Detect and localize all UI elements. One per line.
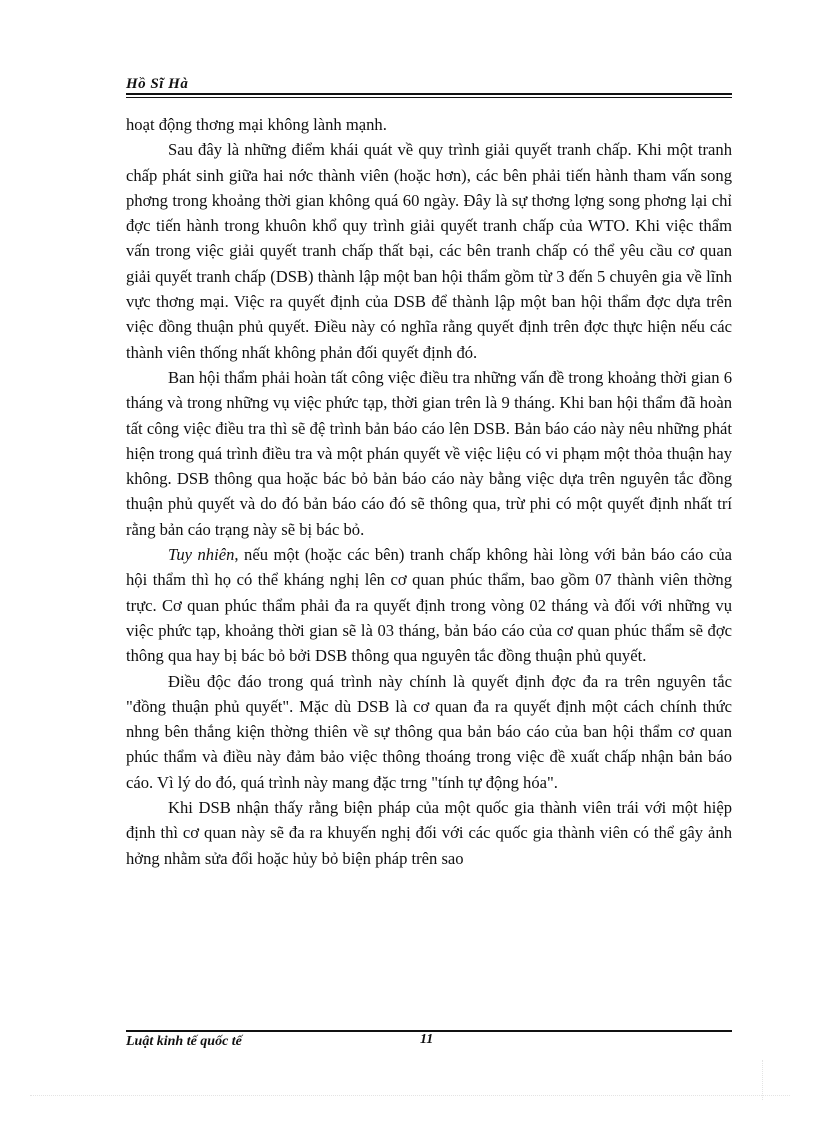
paragraph-5: Điều độc đáo trong quá trình này chính là quyết định đợc đa ra trên nguyên tắc "đồng thuận phủ quyết". Mặc dù DSB là cơ quan đa ra quyết định một cách chính thức nhng bên thắng kiện thờng thiên về sự thông qua bản báo cáo của ban hội thẩm cơ quan phúc thẩm và điều này đảm bảo việc thông thoáng trong việc đề xuất chấp nhận bản báo cáo. Vì lý do đó, quá trình này mang đặc trng "tính tự động hóa". xyxy=(126,671,732,792)
body-text xyxy=(126,112,732,871)
margin-guide-vertical xyxy=(762,1060,763,1100)
header-rule-thin xyxy=(126,97,732,98)
paragraph-4 xyxy=(126,542,732,668)
paragraph-3: Ban hội thẩm phải hoàn tất công việc điều tra những vấn đề trong khoảng thời gian 6 tháng và trong những vụ việc phức tạp, thời gian trên là 9 tháng. Khi ban hội thẩm đã hoàn tất công việc điều tra thì sẽ đệ trình bản báo cáo lên DSB. Bản báo cáo này nêu những phát hiện trong quá trình điều tra và một phán quyết về việc liệu có vi phạm một thỏa thuận hay không. DSB thông qua hoặc bác bỏ bản báo cáo này bằng việc dựa trên nguyên tắc đồng thuận phủ quyết và do đó bản báo cáo đó sẽ thông qua, trừ phi có một quyết định nhất trí rằng bản cáo trạng này sẽ bị bác bỏ. xyxy=(126,367,732,539)
paragraph-6: Khi DSB nhận thấy rằng biện pháp của một quốc gia thành viên trái với một hiệp định thì cơ quan này sẽ đa ra khuyến nghị đối với các quốc gia thành viên có thể gây ảnh hởng nhằm sửa đổi hoặc hủy bỏ biện pháp trên sao xyxy=(126,798,732,868)
paragraph-4-lead: Tuy nhiên xyxy=(168,545,235,565)
paragraph-1: hoạt động thơng mại không lành mạnh. xyxy=(126,115,387,134)
page-number: 11 xyxy=(420,1032,434,1047)
paragraph-4-rest: , nếu một (hoặc các bên) tranh chấp không hài lòng với bản báo cáo của hội thẩm thì họ có thể kháng nghị lên cơ quan phúc thẩm, bao gồm 07 thành viên thờng trực. Cơ quan phúc thẩm phải đa ra quyết định trong vòng 02 tháng và đối với những vụ việc phức tạp, khoảng thời gian sẽ là 03 tháng, bản báo cáo của cơ quan phúc thẩm sẽ đợc thông qua hay bị bác bỏ bởi DSB thông qua nguyên tắc đồng thuận phủ quyết. xyxy=(126,545,732,666)
margin-guide-horizontal xyxy=(30,1095,790,1096)
header-rule-thick xyxy=(126,93,732,95)
paragraph-2: Sau đây là những điểm khái quát về quy trình giải quyết tranh chấp. Khi một tranh chấp phát sinh giữa hai nớc thành viên (hoặc hơn), các bên phải tiến hành tham vấn song phơng trong khoảng thời gian không quá 60 ngày. Đây là sự thơng lợng song phơng lại chỉ đợc tiến hành trong khuôn khổ quy trình giải quyết tranh chấp của WTO. Khi việc thẩm vấn trong việc giải quyết tranh chấp thất bại, các bên tranh chấp có thể yêu cầu cơ quan giải quyết tranh chấp (DSB) thành lập một ban hội thẩm gồm từ 3 đến 5 chuyên gia về lĩnh vực thơng mại. Việc ra quyết định của DSB để thành lập một ban hội thẩm đợc dựa trên việc đồng thuận phủ quyết. Điều này có nghĩa rằng quyết định trên đợc thực hiện nếu các thành viên thống nhất không phản đối quyết định đó. xyxy=(126,140,732,362)
header-author: Hồ Sĩ Hà xyxy=(126,76,189,92)
footer-title: Luật kinh tế quốc tế xyxy=(126,1034,242,1049)
